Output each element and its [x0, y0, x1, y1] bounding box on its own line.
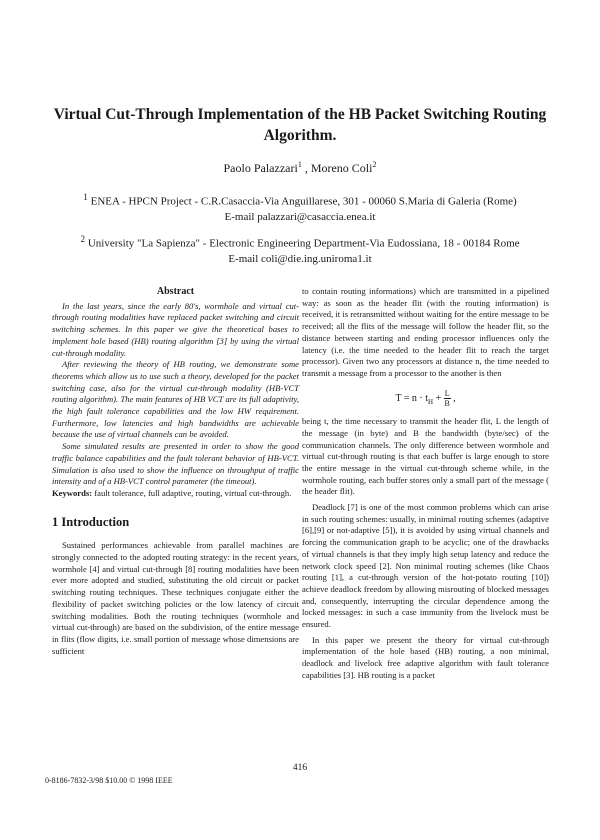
right-column	[302, 286, 549, 682]
keywords-label: Keywords:	[52, 487, 93, 498]
affiliation-email: E-mail coli@die.ing.uniroma1.it	[228, 252, 372, 265]
keywords-text: fault tolerance, full adaptive, routing, virtual cut-through.	[94, 487, 292, 498]
formula-denominator: B	[444, 398, 450, 408]
latency-formula	[302, 389, 549, 409]
page-number: 416	[292, 763, 308, 773]
body-paragraph: Deadlock [7] is one of the most common problems which can arise in such routing schemes: usually, in minimal routing schemes (adaptive [6],[9] or not-adaptive [5]), it is avoided by using virtual channels and forcing the communication graph to be acyclic; one of the drawbacks of virtual channels is that they imply high setup latency and reduce the network clock speed [2]. Non minimal routing schemes (like Chaos routing [1], a cut-through version of the hot-potato routing [10]) achieve deadlock freedom by allowing misrouting of blocked messages and, consequently, interrupting the circular dependence among the locked messages: in such a case immunity from the livelock must be ensured.	[302, 502, 549, 630]
affiliation-2	[40, 232, 560, 267]
author-sup: 2	[372, 160, 377, 169]
abstract-heading: Abstract	[156, 286, 195, 297]
formula-lhs: T = n · t	[395, 392, 429, 404]
abstract-paragraph: Some simulated results are presented in order to show the good traffic balance capabilities and the fault tolerant behavior of HB-VCT. Simulation is also used to show the influence on throughput of traffic intensity and of a HB-VCT control parameter (the timeout).	[52, 441, 299, 487]
section-heading: 1 Introduction	[52, 514, 130, 529]
author-name: Paolo Palazzari	[223, 161, 298, 175]
affiliation-address: University "La Sapienza" - Electronic Engineering Department-Via Eudossiana, 18 - 00184 Rome	[87, 237, 520, 250]
author-line	[0, 160, 600, 176]
intro-paragraph: Sustained performances achievable from parallel machines are strongly connected to the adopted routing strategy: in the recent years, wormhole [4] and virtual cut-through [8] routing modalities have been ever more adopted and studied, substituting the old circuit or packet switching routing techniques. These techniques conjugate either the flexibility of packet switching policies or the low latency of circuit switching modalities. Both the routing techniques (wormhole and virtual cut-through) are based on the subdivision, of the entire message in flits (flow digits, i.e. small portion of message whose dimensions are sufficient	[52, 540, 299, 656]
author-separator: ,	[301, 161, 311, 175]
left-column	[52, 286, 299, 657]
affiliation-address: ENEA - HPCN Project - C.R.Casaccia-Via Anguillarese, 301 - 00060 S.Maria di Galeria (Rome)	[90, 195, 517, 208]
keywords	[52, 488, 299, 500]
abstract-paragraph: After reviewing the theory of HB routing, we demonstrate some theorems which allow us to use such a theory, developed for the packet switching case, also for the virtual cut-through modality (HB-VCT routing algorithm). The main features of HB VCT are its full adaptivity, the high fault tolerance capabilities and the low HW requirement. Furthermore, low latencies and high bandwidths are achievable because the use of virtual channels can be avoided.	[52, 359, 299, 440]
formula-subscript: H	[428, 397, 434, 406]
affiliation-sup: 1	[83, 192, 88, 202]
affiliation-sup: 2	[80, 234, 86, 244]
formula-end: ,	[450, 392, 456, 404]
body-paragraph: being t, the time necessary to transmit the header flit, L the length of the message (in byte) and B the bandwidth (byte/sec) of the communication channels. The only difference between wormhole and virtual cut-through routing is that each buffer is large enough to store the entire message in the virtual cut-through scheme while, in the wormhole routing, each buffer stores only a small part of the message ( the header flit).	[302, 416, 549, 497]
abstract-paragraph: In the last years, since the early 80's, wormhole and virtual cut-through routing modalities have replaced packet switching and circuit switching schemes. In this paper we give the theoretical bases to implement hole based (HB) routing algorithm [3] by using the virtual cut-through modality.	[52, 300, 299, 358]
author-name: Moreno Coli	[310, 161, 373, 175]
formula-plus: +	[433, 392, 444, 404]
affiliation-email: E-mail palazzari@casaccia.enea.it	[224, 210, 376, 223]
formula-fraction	[444, 389, 451, 408]
formula-numerator: L	[444, 388, 450, 398]
paper-title: Virtual Cut-Through Implementation of the HB Packet Switching Routing Algorithm.	[53, 106, 547, 144]
author-sup: 1	[297, 160, 302, 169]
body-paragraph: to contain routing informations) which are transmitted in a pipelined way: as soon as the header flit (with the routing information) is received, it is retransmitted without waiting for the entire message to be received; all the flits of the message will follow the header flit, so the distance between starting and ending processor influences only the latency (i.e. the time needed to the header flit to reach the target processor). Given two any processors at distance n, the time needed to transmit a message from a processor to the another is then	[302, 286, 549, 378]
body-paragraph: In this paper we present the theory for virtual cut-through implementation of the hole based (HB) routing, a non minimal, deadlock and livelock free adaptive algorithm with fault tolerance capabilities [3]. HB routing is a packet	[302, 634, 549, 680]
copyright-line: 0-8186-7832-3/98 $10.00 © 1998 IEEE	[45, 776, 173, 785]
affiliation-1	[40, 190, 560, 225]
